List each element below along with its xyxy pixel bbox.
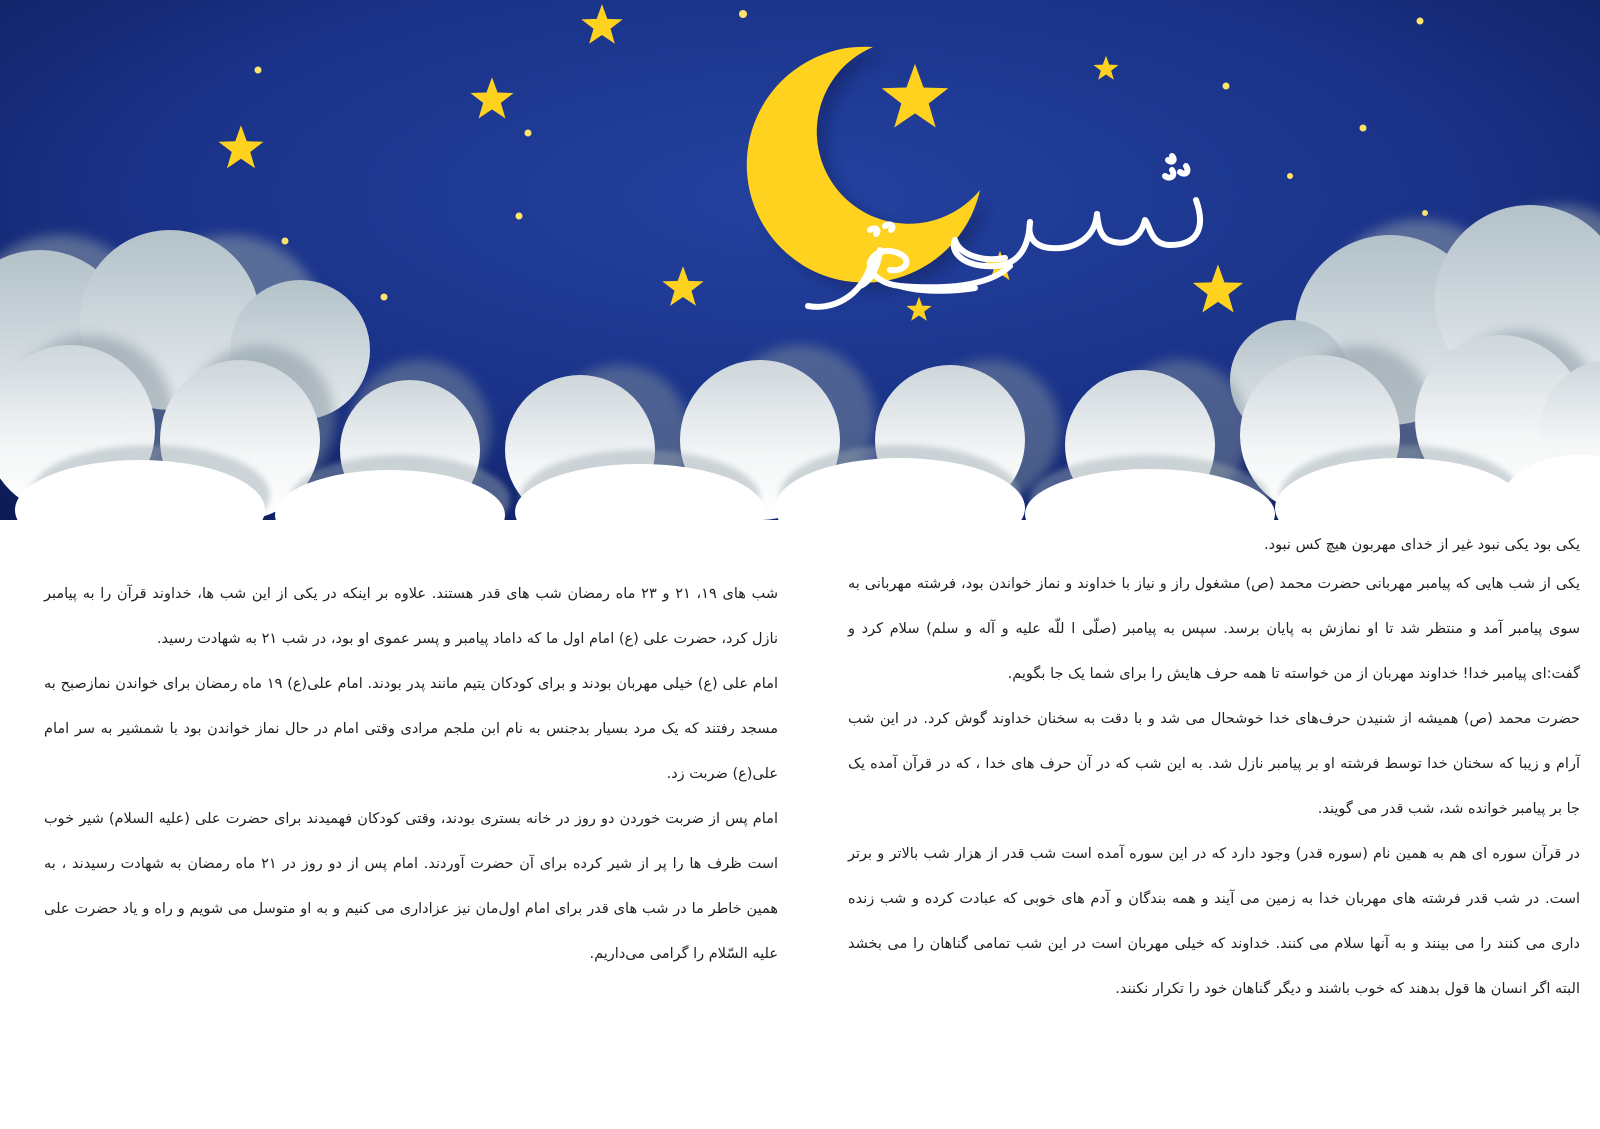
- article-paragraph: امام علی (ع) خیلی مهربان بودند و برای کودکان یتیم مانند پدر بودند. امام علی(ع) ۱۹ ماه رمضان برای خواندن نمازصبح به مسجد رفتند که یک مرد بسیار بدجنس به نام ابن ملجم مرادی وقتی امام در حال نماز خواندن بود با شمشیر به سر امام علی(ع) ضربت زد.: [44, 676, 779, 782]
- article-intro: یکی بود یکی نبود غیر از خدای مهربون هیچ کس نبود.: [1264, 537, 1580, 553]
- article-right-column: [848, 528, 1580, 1012]
- article-paragraph: امام پس از ضربت خوردن دو روز در خانه بستری بودند، وقتی کودکان فهمیدند برای حضرت علی (علیه السلام) شیر خوب است ظرف ها را پر از شیر کرده برای آن حضرت آوردند. امام پس از دو روز در ۲۱ ماه رمضان به شهادت رسیدند ، به همین خاطر ما در شب های قدر برای امام اول‌مان نیز عزاداری می کنیم و به او متوسل می شویم و راه و یاد حضرت علی علیه السّلام را گرامی می‌داریم.: [44, 811, 779, 962]
- article-paragraph: در قرآن سوره ای هم به همین نام (سوره قدر) وجود دارد که در این سوره آمده است شب قدر از هزار شب بالاتر و برتر است. در شب قدر فرشته های مهربان خدا به زمین می آیند و همه بندگان و آدم های خوبی که عبادت کرده و شب زنده داری می کنند را می بینند و به آنها سلام می کنند. خداوند که خیلی مهربان است در این شب تمامی گناهان را می بخشد البته اگر انسان ها قول بدهند که خوب باشند و دیگر گناهان خود را تکرار نکنند.: [848, 846, 1580, 997]
- article-paragraph: حضرت محمد (ص) همیشه از شنیدن حرف‌های خدا خوشحال می شد و با دقت به سخنان خداوند گوش کرد. در این شب آرام و زیبا که سخنان خدا توسط فرشته او بر پیامبر نازل شد. به این شب که در آن حرف های خدا ، که در قرآن آمده یک جا بر پیامبر خوانده شد، شب قدر می گویند.: [848, 711, 1580, 817]
- article-left-column: [44, 572, 778, 977]
- article-paragraph: شب های ۱۹، ۲۱ و ۲۳ ماه رمضان شب های قدر هستند. علاوه بر اینکه در یکی از این شب ها، خداوند قرآن را به پیامبر نازل کرد، حضرت علی (ع) امام اول ما که داماد پیامبر و پسر عموی او بود، در شب ۲۱ به شهادت رسید.: [44, 586, 778, 647]
- article-paragraph: یکی از شب هایی که پیامبر مهربانی حضرت محمد (ص) مشغول راز و نیاز با خداوند و نماز خواندن بود، فرشته مهربانی به سوی پیامبر آمد و منتظر شد تا او نمازش به پایان برسد. سپس به پیامبر (صلّی ا للّه علیه و آله و سلم) سلام کرد و گفت:ای پیامبر خدا! خداوند مهربان از من خواسته تا همه حرف هایش را برای شما یک جا بگویم.: [848, 576, 1580, 682]
- banner-illustration: [0, 0, 1600, 560]
